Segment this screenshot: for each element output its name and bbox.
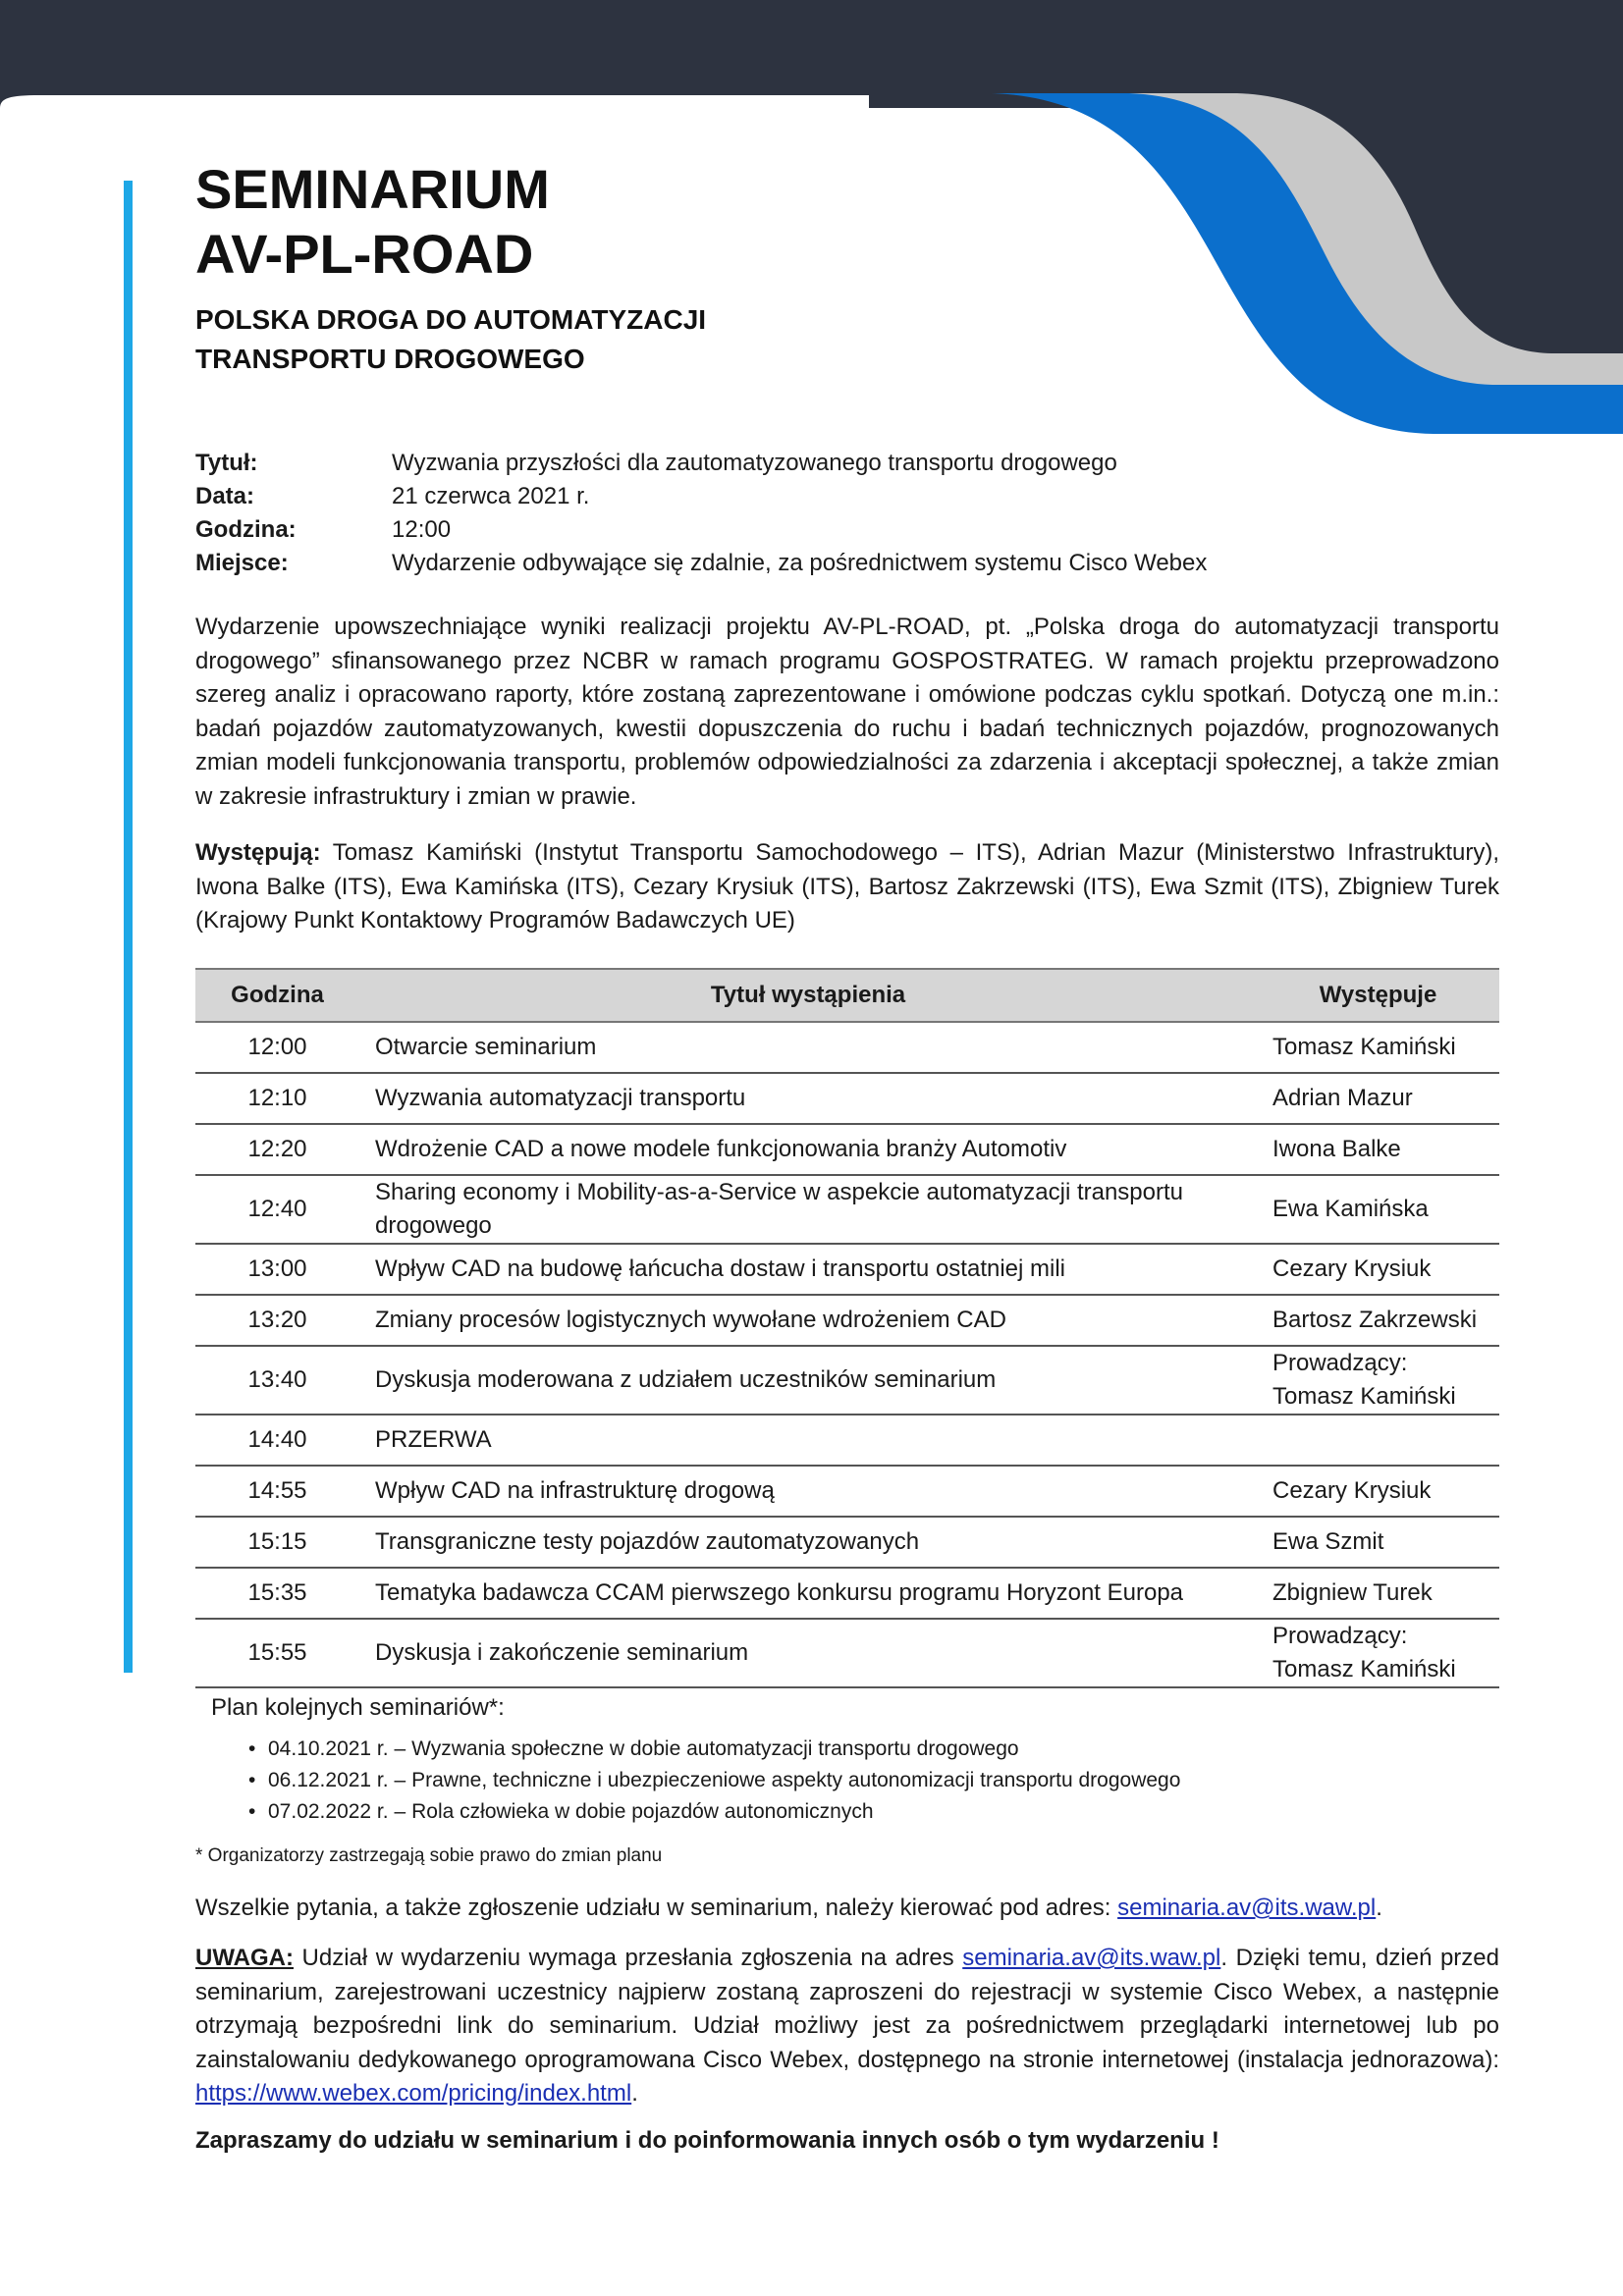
closing-invitation: Zapraszamy do udziału w seminarium i do poinformowania innych osób o tym wydarzeniu ! [195,2127,1219,2154]
speakers-label: Występują: [195,839,321,866]
session-title-line: PRZERWA [375,1426,492,1453]
session-title-line: Tematyka badawcza CCAM pierwszego konkursu programu Horyzont Europa [375,1579,1184,1606]
session-title-line: Wpływ CAD na infrastrukturę drogową [375,1477,775,1504]
session-title [359,1244,1257,1295]
notice-email-link[interactable]: seminaria.av@its.waw.pl [962,1945,1221,1971]
info-label: Tytuł: [195,450,258,476]
session-title [359,1517,1257,1568]
session-speaker-line: Tomasz Kamiński [1272,1656,1456,1682]
bullet-icon: • [248,1737,256,1760]
session-speaker [1257,1175,1499,1244]
session-speaker [1257,1517,1499,1568]
table-row [195,1244,1499,1295]
session-speaker-line: Cezary Krysiuk [1272,1255,1432,1282]
list-item [248,1796,1180,1828]
session-speaker [1257,1568,1499,1619]
info-row-place [195,547,1501,580]
table-row [195,1295,1499,1346]
session-title-line: Dyskusja moderowana z udziałem uczestników seminarium [375,1366,997,1393]
session-speaker-line: Prowadzący: [1272,1350,1408,1376]
session-speaker [1257,1124,1499,1175]
table-row [195,1568,1499,1619]
plan-list [248,1734,1180,1828]
title-line-2: AV-PL-ROAD [195,223,534,285]
session-title [359,1022,1257,1073]
plan-topic: Wyzwania społeczne w dobie automatyzacji transportu drogowego [411,1737,1019,1760]
left-accent-bar [124,181,133,1673]
header-dark-band [0,0,1623,98]
table-row [195,1415,1499,1466]
session-title-line: Zmiany procesów logistycznych wywołane wdrożeniem CAD [375,1307,1006,1333]
session-title [359,1466,1257,1517]
session-speaker-line: Ewa Kamińska [1272,1196,1429,1222]
session-title-line: Sharing economy i Mobility-as-a-Service w aspekcie automatyzacji transportu [375,1179,1184,1205]
bullet-icon: • [248,1769,256,1791]
contact-text: Wszelkie pytania, a także zgłoszenie udziału w seminarium, należy kierować pod adres: [195,1895,1118,1921]
col-header-talk: Tytuł wystąpienia [359,969,1257,1022]
table-row [195,1124,1499,1175]
table-row [195,1346,1499,1415]
session-time: 12:10 [195,1073,359,1124]
notice-label: UWAGA: [195,1945,294,1971]
description-paragraph: Wydarzenie upowszechniające wyniki realizacji projektu AV-PL-ROAD, pt. „Polska droga do automatyzacji transportu drogowego” sfinansowanego przez NCBR w ramach programu GOSPOSTRATEG. W ramach projektu przeprowadzono szereg analiz i opracowano raporty, które zostaną zaprezentowane i omówione podczas cyklu spotkań. Dotyczą one m.in.: badań pojazdów zautomatyzowanych, kwestii dopuszczenia do ruchu i badań technicznych pojazdów, prognozowanych zmian modeli funkcjonowania transportu, problemów odpowiedzialności za zdarzenia i akceptacji społecznej, a także zmian w zakresie infrastruktury i zmian w prawie. [195,614,1499,810]
session-time: 12:20 [195,1124,359,1175]
session-time: 13:20 [195,1295,359,1346]
header-top-white-edge [0,95,869,108]
contact-end: . [1376,1895,1382,1921]
session-speaker [1257,1415,1499,1466]
session-time: 14:40 [195,1415,359,1466]
session-title [359,1415,1257,1466]
session-time: 13:00 [195,1244,359,1295]
info-row-title [195,447,1501,480]
session-speaker-line: Zbigniew Turek [1272,1579,1433,1606]
info-value: Wyzwania przyszłości dla zautomatyzowanego transportu drogowego [392,450,1117,476]
title-line-1: SEMINARIUM [195,158,550,220]
session-title-line: Dyskusja i zakończenie seminarium [375,1639,749,1666]
col-header-time: Godzina [195,969,359,1022]
info-label: Data: [195,483,255,509]
title-block [195,157,706,379]
subtitle-line-2: TRANSPORTU DROGOWEGO [195,344,585,374]
session-title-line: Transgraniczne testy pojazdów zautomatyzowanych [375,1528,920,1555]
notice-text-2: . Dzięki temu, dzień przed seminarium, zarejestrowani uczestnicy najpierw zostaną zaproszeni do rejestracji w systemie Cisco Webex, a następnie otrzymają bezpośredni link do seminarium. Udział możliwy jest za pośrednictwem przeglądarki internetowej lub po zainstalowaniu dedykowanego oprogramowana Cisco Webex, dostępnego na stronie internetowej (instalacja jednorazowa): [195,1945,1499,2073]
session-title [359,1346,1257,1415]
info-value: 21 czerwca 2021 r. [392,483,590,509]
session-time: 15:35 [195,1568,359,1619]
plan-date: 06.12.2021 r. – [268,1769,406,1791]
bullet-icon: • [248,1800,256,1823]
session-title [359,1073,1257,1124]
contact-paragraph [195,1892,1499,1926]
session-time: 12:00 [195,1022,359,1073]
speakers-list: Tomasz Kamiński (Instytut Transportu Samochodowego – ITS), Adrian Mazur (Ministerstwo Infrastruktury), Iwona Balke (ITS), Ewa Kamińska (ITS), Cezary Krysiuk (ITS), Bartosz Zakrzewski (ITS), Ewa Szmit (ITS), Zbigniew Turek (Krajowy Punkt Kontaktowy Programów Badawczych UE) [195,839,1499,934]
event-info [195,447,1501,580]
session-title-line: Wyzwania automatyzacji transportu [375,1085,746,1111]
session-title-line: drogowego [375,1212,492,1239]
session-title-line: Otwarcie seminarium [375,1034,597,1060]
plan-date: 04.10.2021 r. – [268,1737,406,1760]
session-title [359,1619,1257,1687]
session-time: 15:15 [195,1517,359,1568]
session-speaker-line: Adrian Mazur [1272,1085,1413,1111]
session-speaker-line: Cezary Krysiuk [1272,1477,1432,1504]
footnote: * Organizatorzy zastrzegają sobie prawo do zmian planu [195,1845,663,1866]
schedule-body [195,1022,1499,1687]
info-row-time [195,513,1501,547]
info-label: Miejsce: [195,550,289,576]
session-speaker [1257,1619,1499,1687]
session-speaker-line: Bartosz Zakrzewski [1272,1307,1478,1333]
list-item [248,1765,1180,1796]
session-title-line: Wpływ CAD na budowę łańcucha dostaw i transportu ostatniej mili [375,1255,1065,1282]
list-item [248,1734,1180,1765]
info-value: 12:00 [392,516,452,543]
session-speaker [1257,1346,1499,1415]
session-speaker-line: Prowadzący: [1272,1623,1408,1649]
session-time: 12:40 [195,1175,359,1244]
session-title [359,1295,1257,1346]
info-label: Godzina: [195,516,297,543]
session-title [359,1568,1257,1619]
session-time: 15:55 [195,1619,359,1687]
session-title [359,1175,1257,1244]
table-row [195,1517,1499,1568]
table-row [195,1619,1499,1687]
plan-heading: Plan kolejnych seminariów*: [211,1694,505,1721]
session-title-line: Wdrożenie CAD a nowe modele funkcjonowania branży Automotiv [375,1136,1067,1162]
session-speaker-line: Ewa Szmit [1272,1528,1384,1555]
plan-topic: Prawne, techniczne i ubezpieczeniowe aspekty autonomizacji transportu drogowego [411,1769,1181,1791]
session-speaker [1257,1466,1499,1517]
session-time: 13:40 [195,1346,359,1415]
table-row [195,1175,1499,1244]
session-title [359,1124,1257,1175]
session-speaker-line: Tomasz Kamiński [1272,1383,1456,1410]
info-row-date [195,480,1501,513]
table-row [195,1073,1499,1124]
plan-topic: Rola człowieka w dobie pojazdów autonomicznych [411,1800,874,1823]
session-speaker [1257,1295,1499,1346]
plan-date: 07.02.2022 r. – [268,1800,406,1823]
session-speaker [1257,1073,1499,1124]
table-row [195,1022,1499,1073]
session-speaker-line: Tomasz Kamiński [1272,1034,1456,1060]
session-speaker-line: Iwona Balke [1272,1136,1401,1162]
session-speaker [1257,1022,1499,1073]
col-header-speaker: Występuje [1257,969,1499,1022]
webex-link[interactable]: https://www.webex.com/pricing/index.html [195,2080,632,2107]
notice-text-1: Udział w wydarzeniu wymaga przesłania zgłoszenia na adres [293,1945,963,1971]
schedule-table [195,968,1499,1688]
notice-paragraph [195,1942,1499,2111]
session-time: 14:55 [195,1466,359,1517]
contact-email-link[interactable]: seminaria.av@its.waw.pl [1117,1895,1377,1921]
schedule-header-row [195,969,1499,1022]
speakers-paragraph [195,836,1499,938]
info-value: Wydarzenie odbywające się zdalnie, za pośrednictwem systemu Cisco Webex [392,550,1208,576]
subtitle-line-1: POLSKA DROGA DO AUTOMATYZACJI [195,304,707,335]
notice-end: . [631,2080,638,2107]
table-row [195,1466,1499,1517]
session-speaker [1257,1244,1499,1295]
